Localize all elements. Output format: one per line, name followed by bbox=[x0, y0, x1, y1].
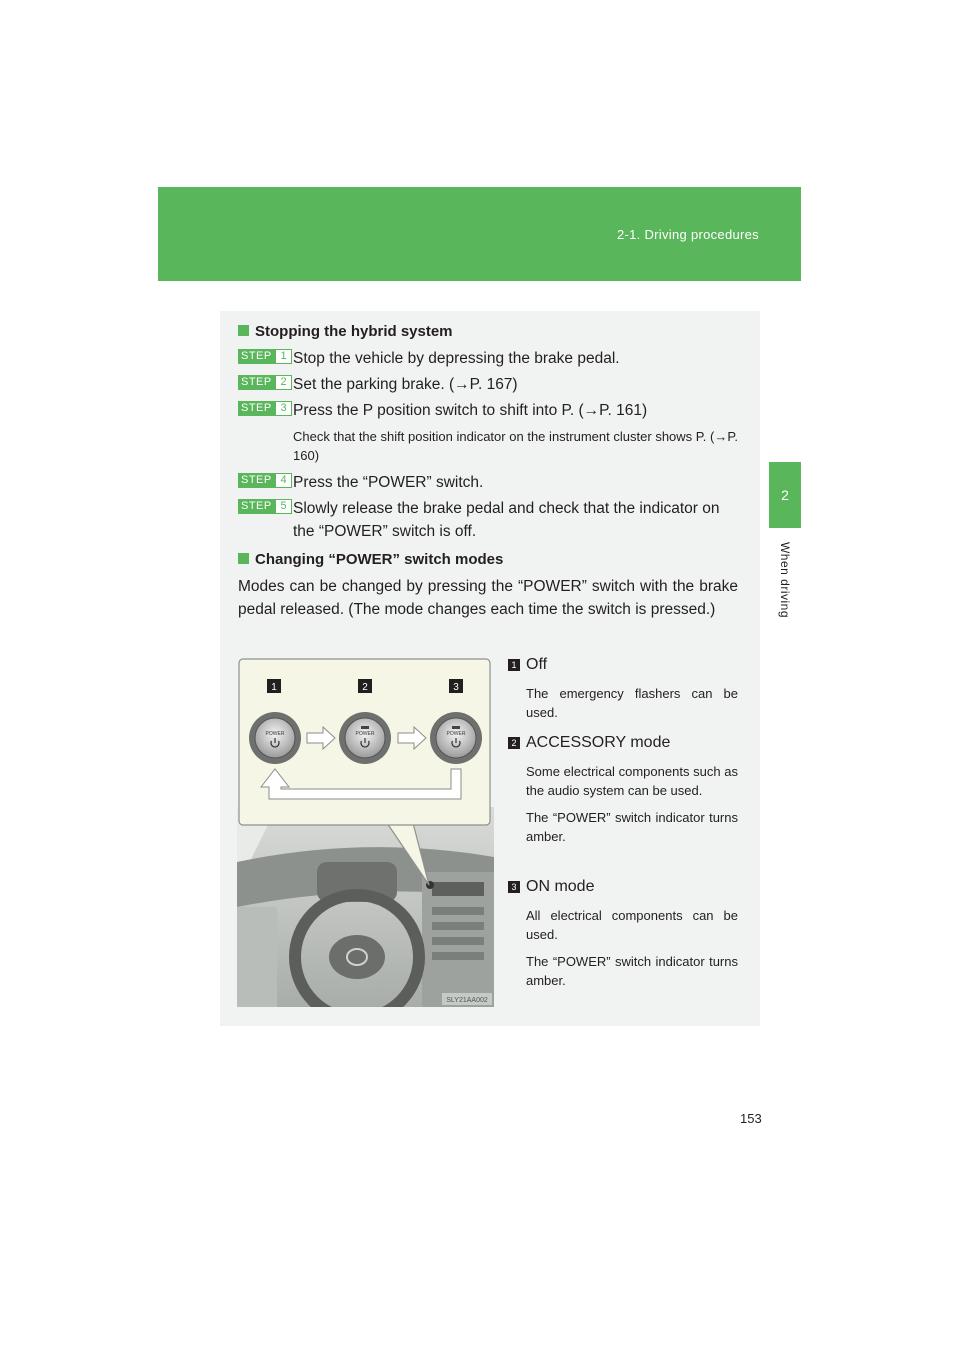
step-2 bbox=[238, 373, 738, 396]
power-switch-illustration bbox=[237, 657, 494, 1007]
power-button-off-label: POWER bbox=[265, 731, 285, 737]
callout-number-1: 1 bbox=[271, 682, 277, 693]
console-vent-4 bbox=[432, 952, 484, 960]
console-vent-3 bbox=[432, 937, 484, 945]
content-panel bbox=[220, 311, 760, 1026]
chapter-tab[interactable]: 2 bbox=[769, 462, 801, 528]
console-vent-1 bbox=[432, 907, 484, 915]
step-note: Check that the shift position indicator on the instrument cluster shows P. (→P. 160) bbox=[293, 429, 738, 463]
mode-on bbox=[508, 877, 738, 990]
mode-title: 1 Off bbox=[508, 655, 738, 675]
callout-number-3: 3 bbox=[453, 682, 459, 693]
callout-number-2: 2 bbox=[362, 682, 368, 693]
console-display bbox=[432, 882, 484, 896]
mode-desc: The emergency flashers can be used. bbox=[526, 686, 738, 720]
step-4 bbox=[238, 471, 738, 494]
step-text: Press the P position switch to shift into P. (→P. 161) bbox=[293, 402, 648, 419]
power-button-accessory-label: POWER bbox=[355, 731, 375, 737]
changing-paragraph: Modes can be changed by pressing the “POWER” switch with the brake pedal released. (The mode changes each time the switch is pressed.) bbox=[238, 578, 738, 618]
heading-square-icon bbox=[238, 325, 249, 336]
mode-off bbox=[508, 655, 738, 722]
step-badge: STEP 2 bbox=[238, 375, 292, 390]
mode-desc: Some electrical components such as the audio system can be used. bbox=[526, 764, 738, 798]
heading-changing: Changing “POWER” switch modes bbox=[238, 551, 503, 568]
step-badge: STEP 1 bbox=[238, 349, 292, 364]
mode-desc: The “POWER” switch indicator turns amber. bbox=[526, 954, 738, 988]
mode-number-badge: 1 bbox=[508, 659, 520, 671]
step-text: Press the “POWER” switch. bbox=[293, 474, 484, 491]
heading-stopping: Stopping the hybrid system bbox=[238, 323, 453, 340]
power-button-on-label: POWER bbox=[446, 731, 466, 737]
header-band bbox=[158, 187, 801, 281]
step-text: Stop the vehicle by depressing the brake pedal. bbox=[293, 350, 620, 367]
mode-accessory bbox=[508, 733, 738, 846]
mode-title: 2 ACCESSORY mode bbox=[508, 733, 738, 753]
step-1 bbox=[238, 347, 738, 370]
step-text: Set the parking brake. (→P. 167) bbox=[293, 376, 518, 393]
step-3 bbox=[238, 399, 738, 465]
mode-desc: The “POWER” switch indicator turns amber. bbox=[526, 810, 738, 844]
step-badge: STEP 4 bbox=[238, 473, 292, 488]
mode-number-badge: 2 bbox=[508, 737, 520, 749]
step-5 bbox=[238, 497, 738, 543]
power-indicator-on bbox=[452, 726, 460, 729]
heading-square-icon bbox=[238, 553, 249, 564]
chapter-label: When driving bbox=[778, 541, 792, 619]
image-code: SLY21AA002 bbox=[446, 997, 488, 1004]
mode-desc: All electrical components can be used. bbox=[526, 908, 738, 942]
step-badge: STEP 5 bbox=[238, 499, 292, 514]
console-vent-2 bbox=[432, 922, 484, 930]
step-badge: STEP 3 bbox=[238, 401, 292, 416]
power-indicator-accessory bbox=[361, 726, 369, 729]
step-text: Slowly release the brake pedal and check that the indicator on the “POWER” switch is off. bbox=[293, 500, 720, 540]
door-panel bbox=[237, 907, 277, 1007]
section-title: 2-1. Driving procedures bbox=[616, 227, 759, 242]
page-number: 153 bbox=[740, 1111, 762, 1126]
mode-number-badge: 3 bbox=[508, 881, 520, 893]
steering-hub bbox=[329, 935, 385, 979]
mode-title: 3 ON mode bbox=[508, 877, 738, 897]
